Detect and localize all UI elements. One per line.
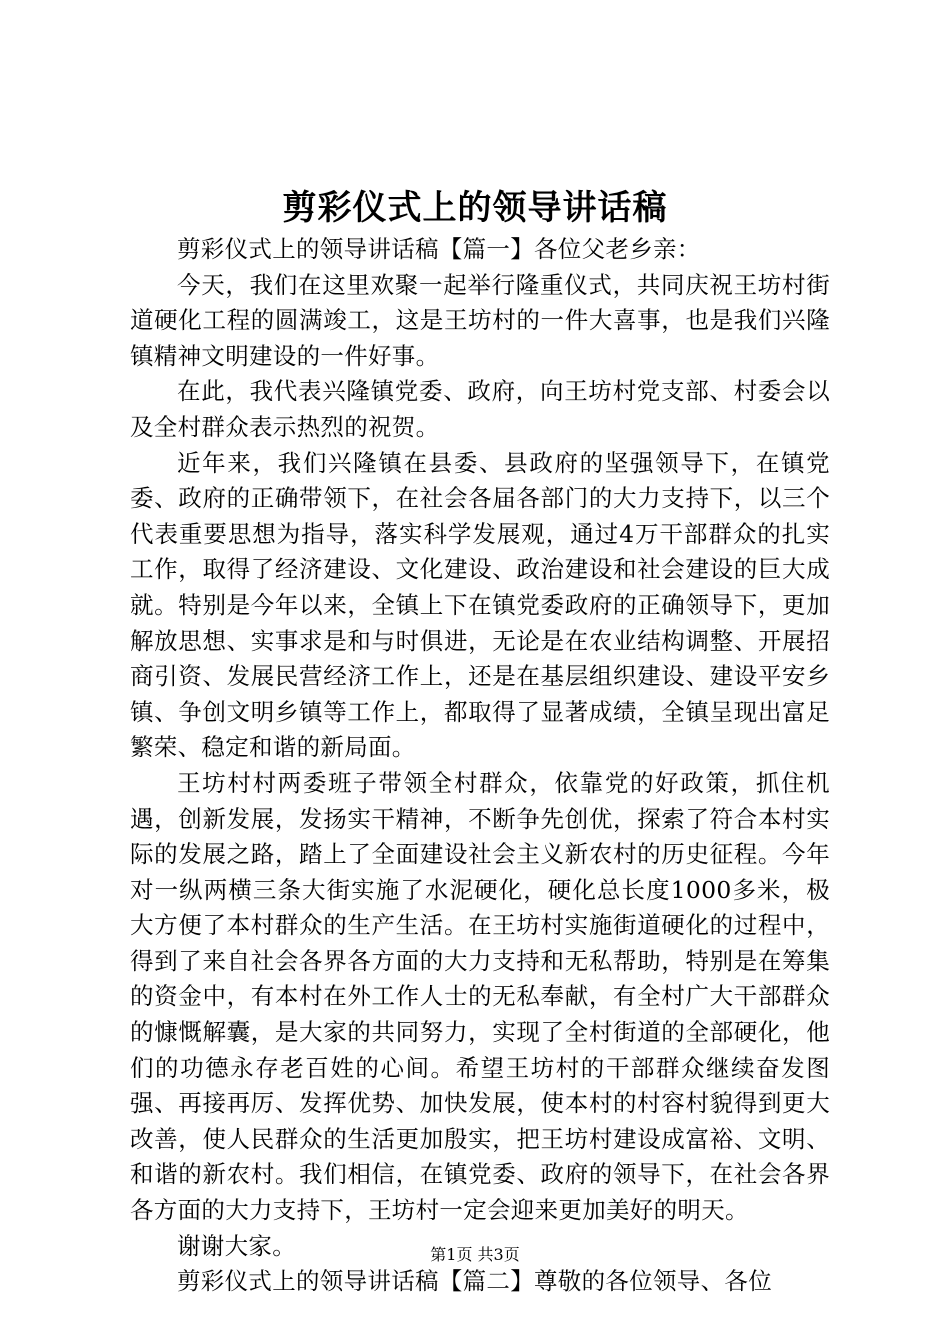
paragraph-7: 剪彩仪式上的领导讲话稿【篇二】尊敬的各位领导、各位 — [177, 1267, 772, 1296]
page-footer: 第1页 共3页 — [430, 1245, 520, 1264]
document-body — [130, 232, 830, 1300]
document-title: 剪彩仪式上的领导讲话稿 — [282, 188, 668, 228]
paragraph-4: 近年来，我们兴隆镇在县委、县政府的坚强领导下，在镇党委、政府的正确带领下，在社会各届各部门的大力支持下，以三个代表重要思想为指导，落实科学发展观，通过4万干部群众的扎实工作，取得了经济建设、文化建设、政治建设和社会建设的巨大成就。特别是今年以来，全镇上下在镇党委政府的正确领导下，更加解放思想、实事求是和与时俱进，无论是在农业结构调整、开展招商引资、发展民营经济工作上，还是在基层组织建设、建设平安乡镇、争创文明乡镇等工作上，都取得了显著成绩，全镇呈现出富足繁荣、稳定和谐的新局面。 — [130, 448, 830, 762]
paragraph-5: 王坊村村两委班子带领全村群众，依靠党的好政策，抓住机遇，创新发展，发扬实干精神，不断争先创优，探索了符合本村实际的发展之路，踏上了全面建设社会主义新农村的历史征程。今年对一纵两横三条大街实施了水泥硬化，硬化总长度1000多米，极大方便了本村群众的生产生活。在王坊村实施街道硬化的过程中，得到了来自社会各界各方面的大力支持和无私帮助，特别是在筹集的资金中，有本村在外工作人士的无私奉献，有全村广大干部群众的慷慨解囊，是大家的共同努力，实现了全村街道的全部硬化，他们的功德永存老百姓的心间。希望王坊村的干部群众继续奋发图强、再接再厉、发挥优势、加快发展，使本村的村容村貌得到更大改善，使人民群众的生活更加殷实，把王坊村建设成富裕、文明、和谐的新农村。我们相信，在镇党委、政府的领导下，在社会各界各方面的大力支持下，王坊村一定会迎来更加美好的明天。 — [130, 768, 830, 1225]
paragraph-1: 剪彩仪式上的领导讲话稿【篇一】各位父老乡亲： — [177, 235, 701, 263]
paragraph-2: 今天，我们在这里欢聚一起举行隆重仪式，共同庆祝王坊村街道硬化工程的圆满竣工，这是王坊村的一件大喜事，也是我们兴隆镇精神文明建设的一件好事。 — [130, 270, 830, 370]
paragraph-3: 在此，我代表兴隆镇党委、政府，向王坊村党支部、村委会以及全村群众表示热烈的祝贺。 — [130, 377, 830, 441]
paragraph-6: 谢谢大家。 — [177, 1231, 296, 1260]
